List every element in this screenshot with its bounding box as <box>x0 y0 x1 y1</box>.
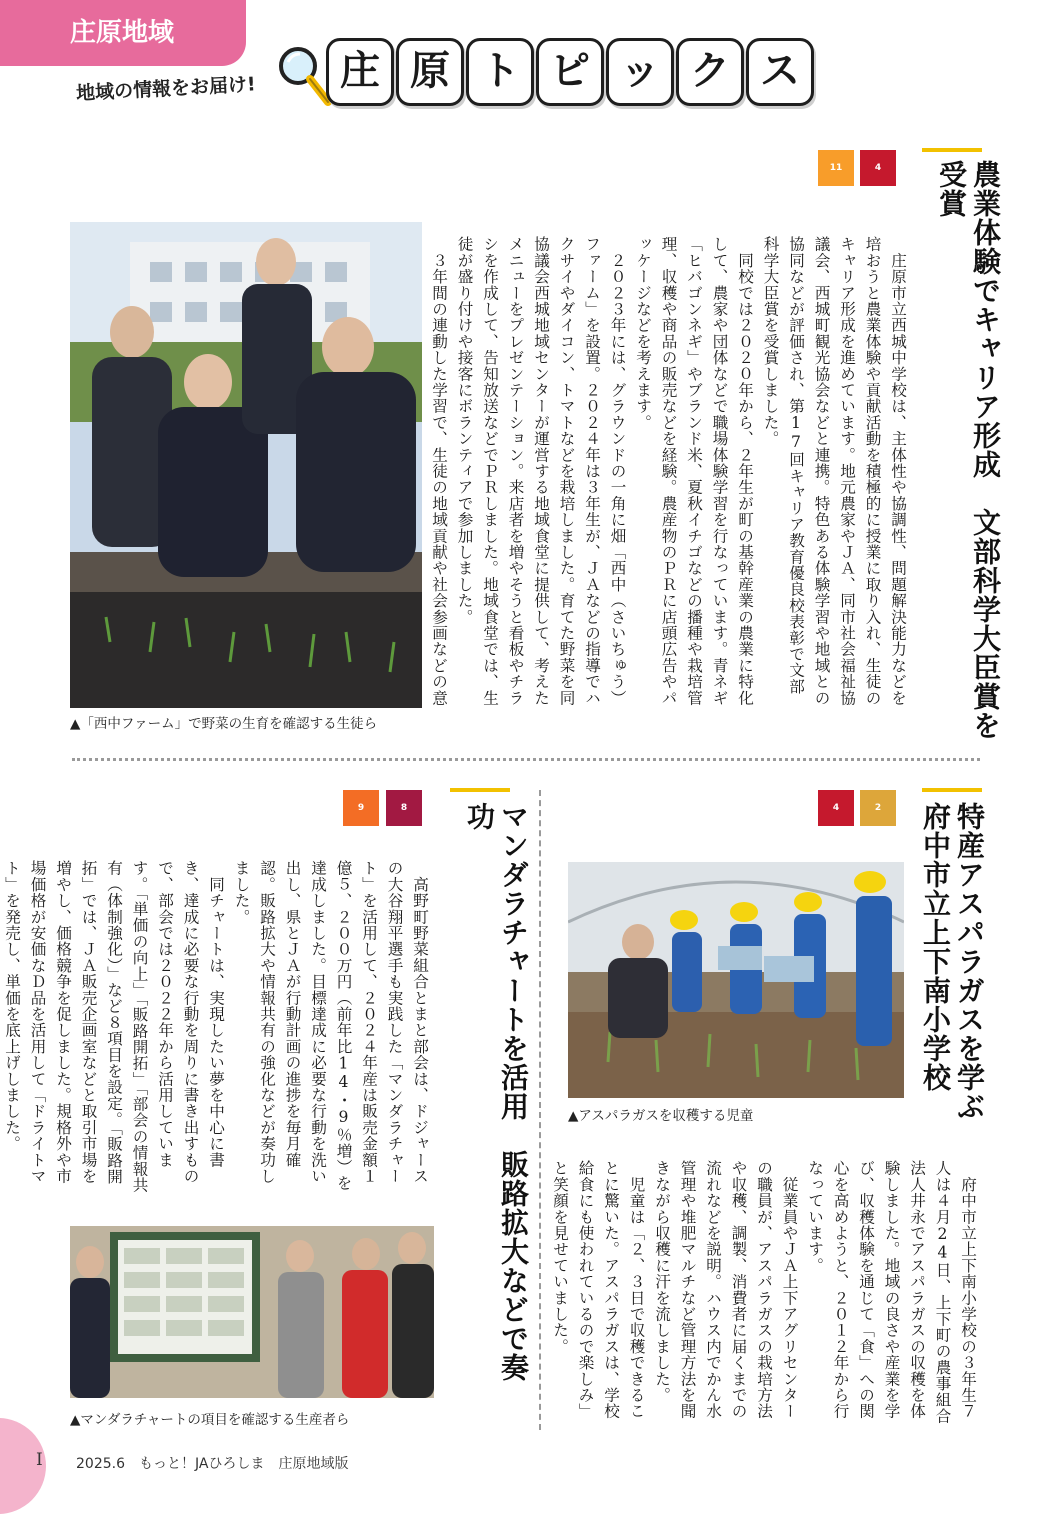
sdg-8-icon: 8 <box>386 790 422 826</box>
article3-heading: 特産アスパラガスを学ぶ 府中市立上下南小学校 <box>919 802 986 1150</box>
article1-caption: ▲「西中ファーム」で野菜の生育を確認する生徒ら <box>70 716 378 732</box>
article1-body <box>430 236 910 706</box>
heading-bar <box>922 148 982 152</box>
article2-heading: マンダラチャートを活用 販路拡大などで奏功 <box>463 802 530 1382</box>
section-divider <box>72 758 980 761</box>
paragraph: 児童は「２、３日で収穫できることに驚いた。アスパラガスは、学校給食にも使われているので楽しみ」と笑顔を見せていました。 <box>551 1160 646 1420</box>
heading-bar <box>922 788 982 792</box>
sdg-4-icon: 4 <box>818 790 854 826</box>
title-char: ッ <box>606 38 674 106</box>
title-char: 庄 <box>326 38 394 106</box>
article3-caption: ▲アスパラガスを収穫する児童 <box>568 1108 754 1124</box>
paragraph: 同チャートは、実現したい夢を中心に書き、達成に必要な行動を周りに書き出すもので、部会では２０２２年から活用しています。「単価の向上」「販路開拓」「部会の情報共有（体制強化）」など８項目を設定。「販路開拓」では、ＪＡ販売企画室などと取引市場を増やし、価格競争を促しました。規格外や市場価格が安価なＤ品を活用して「ドライトマト」を発売し、単価を底上げしました。 <box>3 860 225 1193</box>
heading-bar <box>450 788 510 792</box>
region-tab: 庄原地域 <box>0 0 246 66</box>
title-char: ス <box>746 38 814 106</box>
article3-photo <box>568 862 904 1098</box>
paragraph: 同校では２０２０年から、２年生が町の基幹産業の農業に特化して、農家や団体などで職場体験学習を行なっています。青ネギ「ヒバゴンネギ」やブランド米、夏秋イチゴなどの播種や栽培管理、収穫や商品の販売などを経験。農産物のＰＲに店頭広告やパッケージなどを考えます。 <box>634 236 754 706</box>
paragraph: 庄原市立西城中学校は、主体性や協調性、問題解決能力などを培おうと農業体験や貢献活動を積極的に授業に取り入れ、生徒のキャリア形成を進めています。地元農家やＪＡ、同市社会福祉協議会、西城町観光協会などと連携。特色ある体験学習や地域との協同などが評価され、第17回キャリア教育優良校表彰で文部科学大臣賞を受賞しました。 <box>761 236 907 706</box>
paragraph: ２０２３年には、グラウンドの一角に畑「西中（さいちゅう）ファーム」を設置。２０２４年は３年生が、ＪＡなどの指導でハクサイやダイコン、トマトなどを栽培しました。育てた野菜を同協議会西城地域センターが運営する地域食堂に提供して、考えたメニューをプレゼンテーション。来店者を増やそうと看板やチラシを作成して、告知放送などでＰＲしました。地域食堂では、生徒が盛り付けや接客にボランティアで参加しました。 <box>455 236 627 706</box>
title-char: ク <box>676 38 744 106</box>
article2-body <box>3 860 432 1194</box>
page-title <box>326 38 814 110</box>
title-char: ト <box>466 38 534 106</box>
title-char: 原 <box>396 38 464 106</box>
paragraph: 従業員やＪＡ上下アグリセンターの職員が、アスパラガスの栽培方法や収穫、調製、消費者に届くまでの流れなどを説明。ハウス内でかん水管理や堆肥マルチなど管理方法を聞きながら収穫に汗を流しました。 <box>653 1160 799 1420</box>
article3-body <box>551 1160 980 1424</box>
paragraph: 府中市立上下南小学校の３年生７人は４月24日、上下町の農事組合法人井永でアスパラガスの収穫を体験しました。地域の良さや産業を学び、収穫体験を通じて「食」への関心を高めようと、２０１２年から行なっています。 <box>806 1160 977 1424</box>
tagline: 地域の情報をお届け! <box>75 73 257 105</box>
page-number: I <box>36 1450 43 1470</box>
sdg-9-icon: 9 <box>343 790 379 826</box>
article1-heading: 農業体験でキャリア形成 文部科学大臣賞を受賞 <box>935 160 1002 740</box>
article2-photo <box>70 1226 434 1398</box>
sdg-4-icon: 4 <box>860 150 896 186</box>
sdg-2-icon: 2 <box>860 790 896 826</box>
article2-caption: ▲マンダラチャートの項目を確認する生産者ら <box>70 1412 350 1428</box>
paragraph: ３年間の連動した学習で、生徒の地域貢献や社会参画などの意 <box>430 252 448 706</box>
footer-issue: 2025.6 もっと！JAひろしま 庄原地域版 <box>76 1456 349 1472</box>
article1-photo <box>70 222 422 708</box>
column-divider <box>539 790 541 1430</box>
sdg-11-icon: 11 <box>818 150 854 186</box>
paragraph: 高野町野菜組合とまと部会は、ドジャースの大谷翔平選手も実践した「マンダラチャート」を活用して、２０２４年産は販売金額１億５、２００万円（前年比14・9％増）を達成しました。目標達成に必要な行動を洗い出し、県とＪＡが行動計画の進捗を毎月確認。販路拡大や情報共有の強化などが奏功しました。 <box>232 860 429 1192</box>
title-char: ピ <box>536 38 604 106</box>
